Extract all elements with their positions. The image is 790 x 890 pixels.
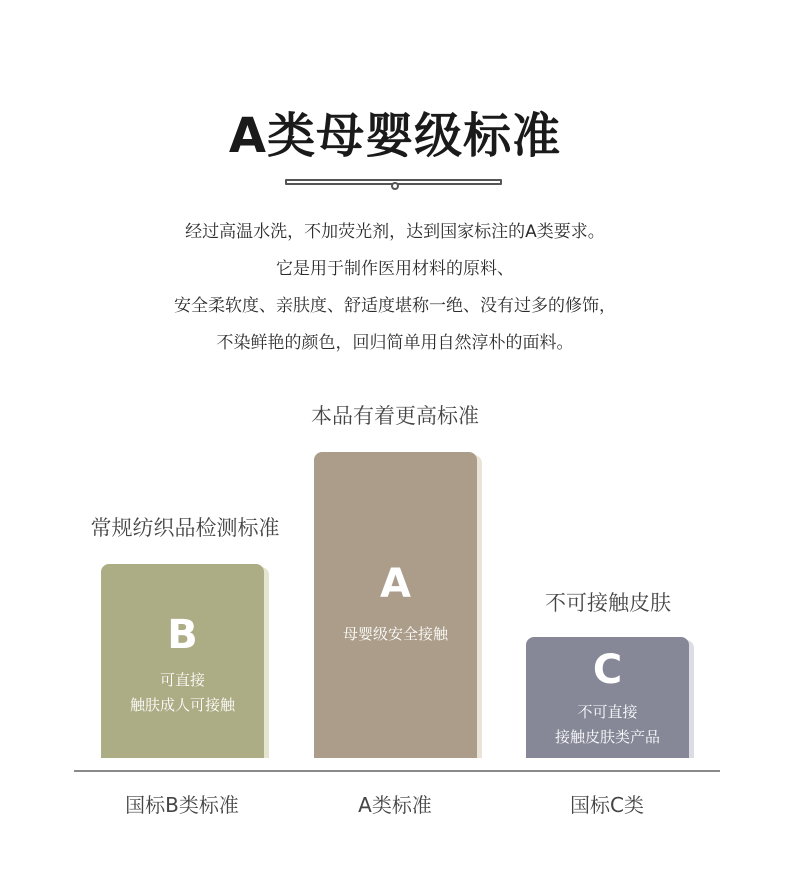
bar-b <box>101 564 264 758</box>
bar-b-text: 触肤成人可接触 <box>129 696 235 714</box>
axis-label-a: A类标准 <box>358 793 432 817</box>
bar-a <box>314 452 477 758</box>
bar-c-letter: C <box>592 647 623 693</box>
bar-b-letter: B <box>167 612 198 658</box>
bar-b-text: 可直接 <box>159 671 205 689</box>
description <box>0 214 790 362</box>
axis-label-c: 国标C类 <box>570 793 644 817</box>
bar-a-text: 母婴级安全接触 <box>342 625 448 643</box>
bar-c <box>526 637 689 758</box>
divider-dot <box>391 182 399 190</box>
axis-label-b: 国标B类标准 <box>125 793 239 817</box>
bar-a-caption: 本品有着更高标准 <box>311 404 479 428</box>
bar-a-letter: A <box>380 561 411 607</box>
bar-c-text: 不可直接 <box>577 703 638 721</box>
bar-c-text: 接触皮肤类产品 <box>554 728 660 746</box>
description-line: 不染鲜艳的颜色，回归简单用自然淳朴的面料。 <box>216 333 574 353</box>
page-title: A类母婴级标准 <box>228 108 562 164</box>
baseline <box>74 770 720 772</box>
bar-c-caption: 不可接触皮肤 <box>545 591 671 615</box>
description-line: 安全柔软度、亲肤度、舒适度堪称一绝、没有过多的修饰， <box>174 296 616 316</box>
bar-b-caption: 常规纺织品检测标准 <box>90 516 280 540</box>
description-line: 它是用于制作医用材料的原料、 <box>276 259 514 279</box>
description-line: 经过高温水洗，不加荧光剂，达到国家标注的A类要求。 <box>185 222 605 242</box>
